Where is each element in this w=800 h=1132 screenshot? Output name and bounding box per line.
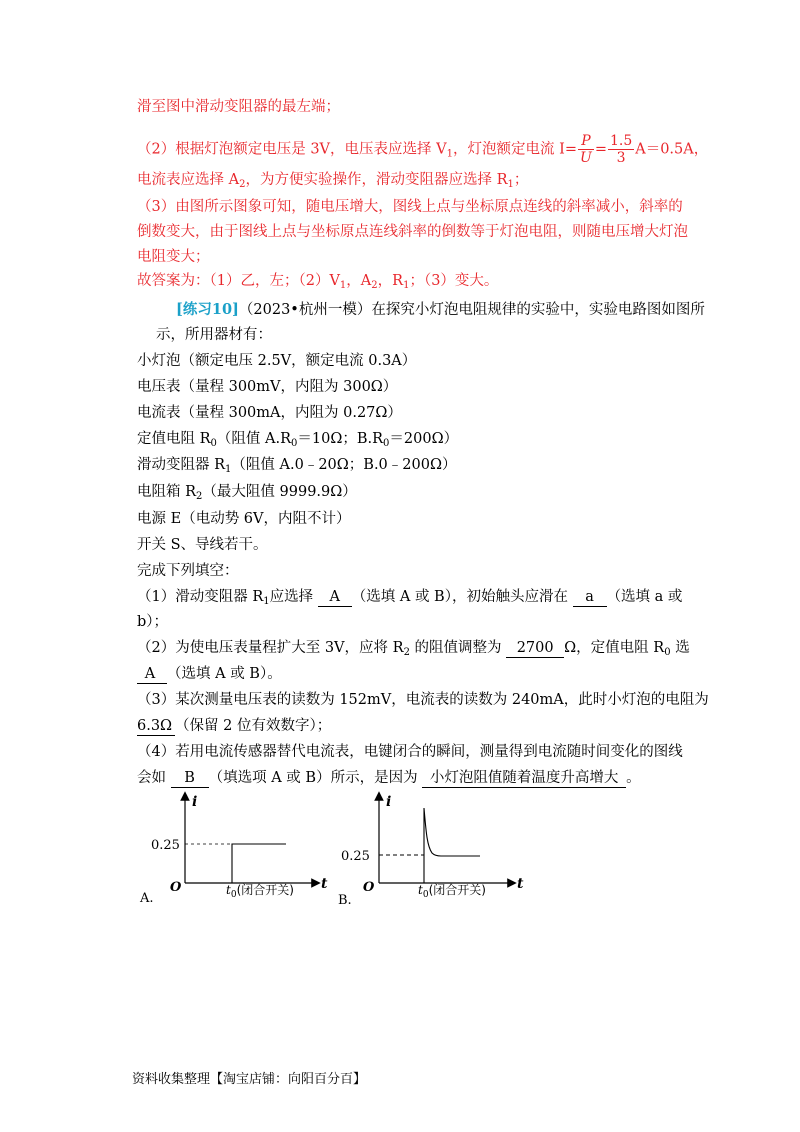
exercise-tag: [练习10] (176, 301, 239, 318)
fraction-p-over-u: $\frac{P}{U}$ (580, 133, 592, 166)
equipment-item-bulb: 小灯泡（额定电压 2.5V，额定电流 0.3A） (137, 353, 417, 369)
graph-a-option-label: A. (140, 891, 154, 906)
graph-b-x-label: t (517, 876, 524, 892)
page-footer: 资料收集整理【淘宝店铺：向阳百分百】 (132, 1072, 367, 1087)
question-2-continued: A （选填 A 或 B）。 (137, 664, 282, 684)
solution-line-2: （2）根据灯泡额定电压是 3V，电压表应选择 $V_1$，灯泡额定电流 I= $\frac{P}{U}$ = $\frac{1.5}{3}$ A＝0.5A， (137, 133, 709, 166)
question-1-continued: b）； (137, 614, 169, 630)
graph-a (138, 786, 338, 908)
question-4-continued: 会如 B （填选项 A 或 B）所示，是因为 小灯泡阻值随着温度升高增大 。 (137, 770, 641, 786)
answer-blank-q2-a: 2700 (506, 640, 564, 658)
equipment-item-voltmeter: 电压表（量程 300mV，内阻为 300Ω） (137, 379, 398, 395)
question-1: （1）滑动变阻器 $R_1$应选择 A （选填 A 或 B），初始触头应滑在 a （选填 a 或 (137, 589, 683, 607)
solution-line-6: 电阻变大； (137, 249, 210, 265)
graph-b-option-label: B. (338, 893, 352, 908)
graph-a-x-tick: $t_0$(闭合开关) (226, 883, 294, 900)
graph-b-y-tick: 0.25 (341, 849, 370, 864)
equipment-item-r1: 滑动变阻器 $R_1$（阻值 A.0﹣20Ω；B.0﹣200Ω） (137, 457, 457, 475)
equipment-item-switch: 开关 S、导线若干。 (137, 537, 268, 553)
graph-b-y-label: i (386, 794, 392, 810)
graph-a-x-label: t (321, 876, 328, 892)
fill-prompt: 完成下列填空： (137, 563, 239, 579)
exercise-intro-line-2: 示，所用器材有： (156, 327, 272, 343)
question-3-continued: 6.3Ω （保留 2 位有效数字）； (137, 718, 332, 734)
solution-line-3: 电流表应选择 $A_2$，为方便实验操作，滑动变阻器应选择 $R_1$； (137, 172, 529, 190)
graph-a-origin: O (170, 880, 182, 895)
graph-b-x-tick: $t_0$(闭合开关) (418, 883, 486, 900)
answer-blank-q1-b: a (573, 589, 607, 607)
answer-blank-q1-a: A (318, 589, 352, 607)
fraction-1-5-over-3: $\frac{1.5}{3}$ (609, 133, 633, 166)
solution-line-4: （3）由图所示图象可知，随电压增大，图线上点与坐标原点连线的斜率减小，斜率的 (137, 199, 683, 215)
solution-line-5: 倒数变大，由于图线上点与坐标原点连线斜率的倒数等于灯泡电阻，则随电压增大灯泡 (137, 224, 688, 240)
question-2: （2）为使电压表量程扩大至 3V，应将 $R_2$ 的阻值调整为 2700 Ω，定值电阻 $R_0$ 选 (137, 640, 690, 658)
solution-line-1: 滑至图中滑动变阻器的最左端； (137, 99, 340, 115)
answer-blank-q4-b: 小灯泡阻值随着温度升高增大 (422, 770, 626, 788)
graph-a-y-label: i (192, 794, 198, 810)
question-3: （3）某次测量电压表的读数为 152mV，电流表的读数为 240mA，此时小灯泡的电阻为 (137, 692, 709, 708)
equipment-item-ammeter: 电流表（量程 300mA，内阻为 0.27Ω） (137, 405, 402, 421)
equipment-item-source: 电源 E（电动势 6V，内阻不计） (137, 511, 351, 527)
graph-b-current-curve (424, 808, 480, 883)
exercise-intro-line-1: [练习10]（2023•杭州一模）在探究小灯泡电阻规律的实验中，实验电路图如图所 (176, 301, 705, 318)
solution-answer-line: 故答案为：（1）乙，左；$(2)V_1$，$A_2$，$R_1$；（3）变大。 (137, 273, 499, 291)
answer-blank-q3: 6.3Ω (137, 718, 175, 736)
graph-b-origin: O (363, 880, 375, 895)
graph-a-y-tick: 0.25 (151, 838, 180, 853)
question-4: （4）若用电流传感器替代电流表，电键闭合的瞬间，测量得到电流随时间变化的图线 (137, 744, 683, 760)
graph-a-current-curve (232, 844, 286, 883)
equipment-item-r2: 电阻箱 $R_2$（最大阻值 9999.9Ω） (137, 484, 357, 502)
answer-blank-q4-a: B (171, 770, 209, 788)
equipment-item-r0: 定值电阻 $R_0$（阻值 $A.R_0=10\Omega$；$B.R_0=200\Omega$） (137, 431, 459, 449)
graph-b (336, 786, 536, 908)
answer-blank-q2-b: A (137, 666, 167, 684)
